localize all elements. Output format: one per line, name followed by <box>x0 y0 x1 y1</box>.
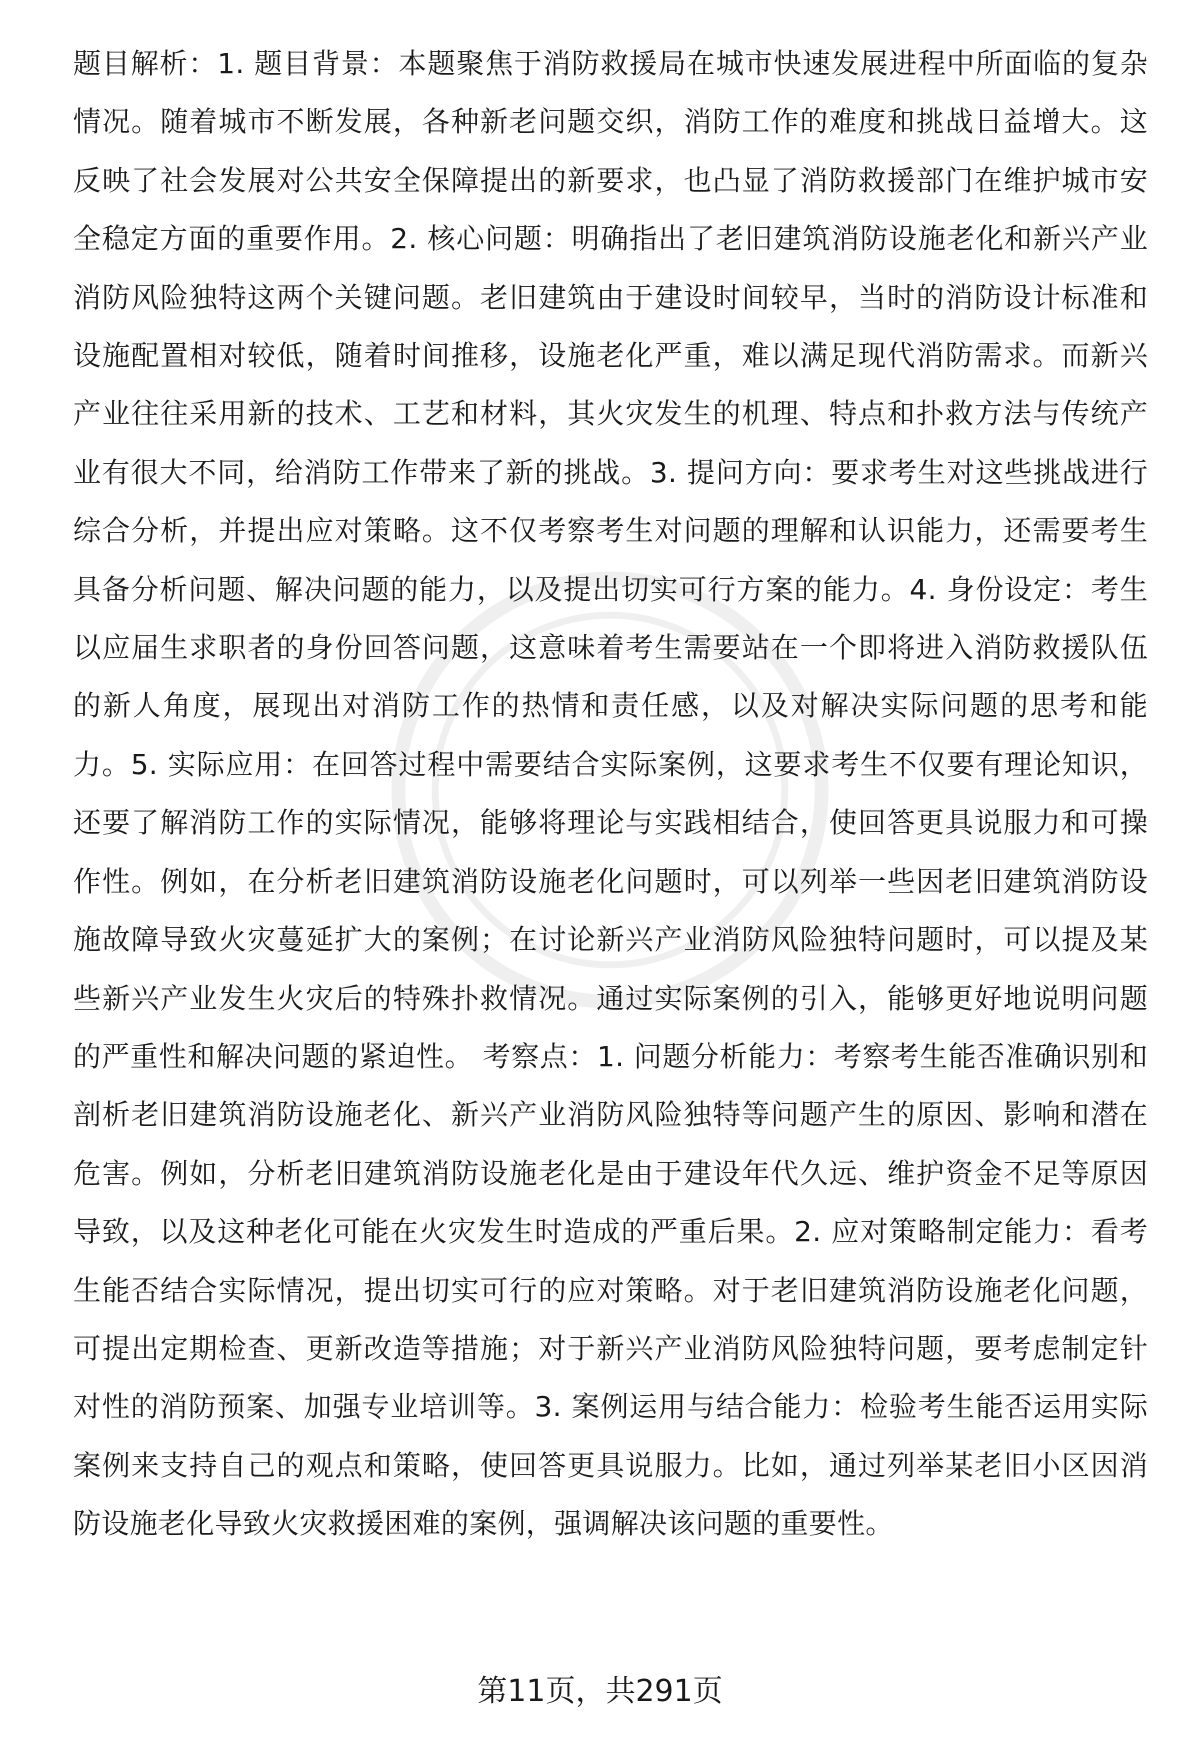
page-number-footer: 第11页，共291页 <box>477 1674 723 1709</box>
body-paragraph: 题目解析：1. 题目背景：本题聚焦于消防救援局在城市快速发展进程中所面临的复杂情况。随着城市不断发展，各种新老问题交织，消防工作的难度和挑战日益增大。这反映了社会发展对公共安全保障提出的新要求，也凸显了消防救援部门在维护城市安全稳定方面的重要作用。2. 核心问题：明确指出了老旧建筑消防设施老化和新兴产业消防风险独特这两个关键问题。老旧建筑由于建设时间较早，当时的消防设计标准和设施配置相对较低，随着时间推移，设施老化严重，难以满足现代消防需求。而新兴产业往往采用新的技术、工艺和材料，其火灾发生的机理、特点和扑救方法与传统产业有很大不同，给消防工作带来了新的挑战。3. 提问方向：要求考生对这些挑战进行综合分析，并提出应对策略。这不仅考察考生对问题的理解和认识能力，还需要考生具备分析问题、解决问题的能力，以及提出切实可行方案的能力。4. 身份设定：考生以应届生求职者的身份回答问题，这意味着考生需要站在一个即将进入消防救援队伍的新人角度，展现出对消防工作的热情和责任感，以及对解决实际问题的思考和能力。5. 实际应用：在回答过程中需要结合实际案例，这要求考生不仅要有理论知识，还要了解消防工作的实际情况，能够将理论与实践相结合，使回答更具说服力和可操作性。例如，在分析老旧建筑消防设施老化问题时，可以列举一些因老旧建筑消防设施故障导致火灾蔓延扩大的案例；在讨论新兴产业消防风险独特问题时，可以提及某些新兴产业发生火灾后的特殊扑救情况。通过实际案例的引入，能够更好地说明问题的严重性和解决问题的紧迫性。 考察点：1. 问题分析能力：考察考生能否准确识别和剖析老旧建筑消防设施老化、新兴产业消防风险独特等问题产生的原因、影响和潜在危害。例如，分析老旧建筑消防设施老化是由于建设年代久远、维护资金不足等原因导致，以及这种老化可能在火灾发生时造成的严重后果。2. 应对策略制定能力：看考生能否结合实际情况，提出切实可行的应对策略。对于老旧建筑消防设施老化问题，可提出定期检查、更新改造等措施；对于新兴产业消防风险独特问题，要考虑制定针对性的消防预案、加强专业培训等。3. 案例运用与结合能力：检验考生能否运用实际案例来支持自己的观点和策略，使回答更具说服力。比如，通过列举某老旧小区因消防设施老化导致火灾救援困难的案例，强调解决该问题的重要性。 <box>73 47 1148 1541</box>
